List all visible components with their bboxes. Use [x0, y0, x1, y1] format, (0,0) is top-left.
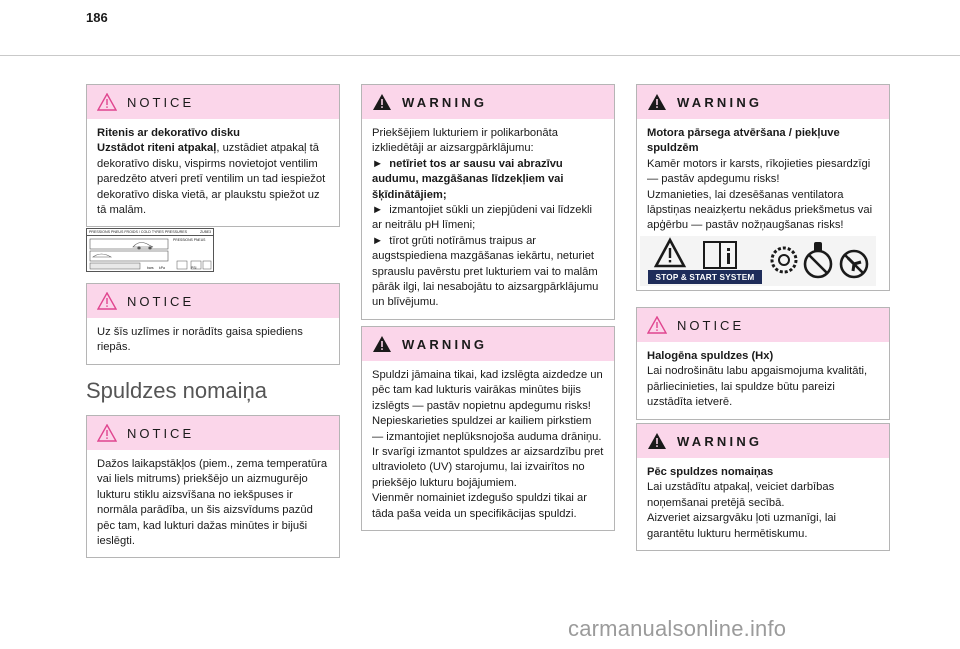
watermark: carmanualsonline.info [568, 616, 787, 641]
notice-triangle-icon [647, 316, 667, 334]
notice-box-condensation [86, 415, 340, 558]
warning-label: WARNING [402, 336, 488, 352]
warning-text: Aizveriet aizsargvāku ļoti uzmanīgi, lai garantētu lukturu hermētiskumu. [647, 512, 837, 540]
warning-text: Vienmēr nomainiet izdegušo spuldzi tikai ar tāda paša veida un specifikācijas spuldzi. [372, 492, 587, 520]
warning-bullet [372, 234, 604, 311]
bullet-symbol: ► [372, 157, 384, 170]
bullet-symbol: ► [372, 204, 384, 217]
warning-box-after-change [636, 423, 890, 551]
notice-box-wheel-trim [86, 84, 340, 227]
tyre-label-psi: PSI [191, 266, 197, 270]
warning-body [362, 119, 614, 319]
tyre-pressure-label-image [86, 228, 214, 272]
notice-text-rest: , uzstādiet atpakaļ tā dekoratīvo disku, vispirms novietojot ventilim paredzēto atveri pretī ventilim un tad iespiežot dekoratīvo diska vietā, ar plaukstu spiežot uz tā malām. [97, 142, 326, 217]
tyre-label-line1: PRESSIONS PNEUS [173, 238, 206, 242]
warning-header [362, 85, 614, 119]
notice-header [637, 308, 889, 342]
warning-label: WARNING [402, 94, 488, 110]
warning-text: Uzmanieties, lai dzesēšanas ventilatora lāpstiņas neaizķertu nekādus priekšmetus vai apģērbu — pastāv nožņaugšanas risks! [647, 188, 873, 232]
warning-text: Lai uzstādītu atpakaļ, veiciet darbības noņemšanai pretējā secībā. [647, 481, 835, 509]
warning-bullet [372, 203, 604, 234]
notice-text: Lai nodrošinātu labu apgaismojuma kvalitāti, pārliecinieties, lai spuldze būtu pareizi uzstādīta ietverē. [647, 365, 868, 409]
warning-header [637, 85, 889, 119]
notice-body [87, 450, 339, 557]
notice-text [97, 141, 329, 218]
warning-triangle-icon [372, 93, 392, 111]
tyre-label-header: PRESSIONS PNEUS FROIDS / COLD TYRES PRESSURES [87, 229, 213, 236]
warning-triangle-icon [647, 93, 667, 111]
warning-label: WARNING [677, 433, 763, 449]
notice-triangle-icon [97, 292, 117, 310]
notice-body [637, 342, 889, 419]
bullet-text: netīriet tos ar sausu vai abrazīvu audumu, mazgāšanas līdzekļiem vai šķīdinātājiem; [372, 157, 564, 201]
warning-header [637, 424, 889, 458]
notice-header [87, 284, 339, 318]
notice-triangle-icon [97, 93, 117, 111]
warning-title: Pēc spuldzes nomaiņas [647, 466, 774, 478]
notice-text: Uz šīs uzlīmes ir norādīts gaisa spiediens riepās. [97, 326, 303, 354]
notice-triangle-icon [97, 424, 117, 442]
warning-title: Motora pārsega atvēršana / piekļuve spuldzēm [647, 127, 840, 155]
warning-text: Nepieskarieties spuldzei ar kailiem pirkstiem — izmantojiet neplūksnojoša auduma drāniņu. [372, 415, 602, 443]
bullet-text: tīrot grūti notīrāmus traipus ar augstspiediena mazgāšanas iekārtu, neturiet sprauslu pavērstu pret lukturiem vai to malām pārāk ilgi, lai nesabojātu to aizsargpārklājumu un blīvējumu. [372, 234, 599, 309]
notice-header [87, 85, 339, 119]
warning-header [362, 327, 614, 361]
warning-triangle-icon [372, 335, 392, 353]
notice-label: NOTICE [677, 317, 745, 333]
notice-label: NOTICE [127, 425, 195, 441]
top-rule [0, 55, 960, 56]
bullet-text: izmantojiet sūkli un ziepjūdeni vai līdzekli ar neitrālu pH līmeni; [372, 204, 593, 232]
warning-text: Kamēr motors ir karsts, rīkojieties piesardzīgi — pastāv apdegumu risks! [647, 157, 871, 186]
warning-text: Ir svarīgi izmantot spuldzes ar aizsardzību pret ultravioleto (UV) starojumu, lai izvairītos no priekšējo lukturu bojājumiem. [372, 446, 604, 489]
notice-body [87, 119, 339, 226]
warning-body [637, 458, 889, 550]
warning-box-bulb-change [361, 326, 615, 531]
warning-triangle-icon [647, 432, 667, 450]
notice-header [87, 416, 339, 450]
notice-label: NOTICE [127, 94, 195, 110]
warning-body [362, 361, 614, 530]
warning-label: WARNING [677, 94, 763, 110]
tyre-label-bars: bars [147, 266, 154, 270]
warning-text: Spuldzi jāmaina tikai, kad izslēgta aizdedze un pēc tam kad lukturis vairākas minūtes bijis izslēgts — pastāv nopietnu apdegumu risks! [372, 369, 603, 412]
notice-text: Dažos laikapstākļos (piem., zema temperatūra vai liels mitrums) priekšējo un aizmugurējo lukturu stiklu aizsvīšana no iekšpuses ir normāla parādība, un šis aizsvīdums pazūd pēc tam, kad lukturi dažas minūtes ir bijuši ieslēgti. [97, 458, 328, 548]
notice-title: Halogēna spuldzes (Hx) [647, 350, 774, 362]
notice-label: NOTICE [127, 293, 195, 309]
warning-body [637, 119, 889, 242]
warning-intro: Priekšējiem lukturiem ir polikarbonāta izkliedētāji ar aizsargpārklājumu: [372, 127, 558, 155]
notice-body [87, 318, 339, 364]
warning-bullet [372, 157, 604, 203]
warning-box-headlamp-cleaning [361, 84, 615, 320]
section-title: Spuldzes nomaiņa [86, 378, 268, 403]
bullet-symbol: ► [372, 234, 384, 247]
notice-lead: Uzstādot riteni atpakaļ [97, 142, 217, 155]
tyre-label-kpa: kPa [159, 266, 165, 270]
page-number: 186 [86, 10, 108, 25]
stop-start-system-badge: STOP & START SYSTEM [648, 270, 762, 284]
notice-box-tyre-label [86, 283, 340, 365]
notice-box-halogen [636, 307, 890, 420]
tyre-label-code: ZUBE3 [200, 230, 211, 234]
notice-title: Ritenis ar dekoratīvo disku [97, 127, 240, 139]
